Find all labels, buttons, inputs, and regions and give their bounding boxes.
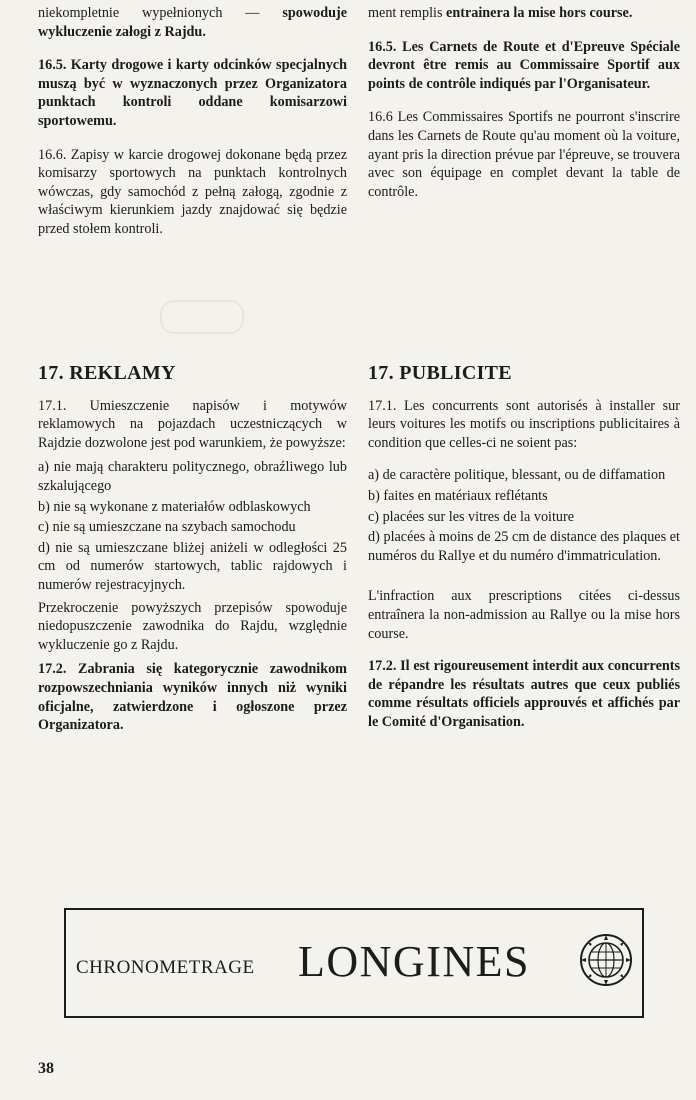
list-item-pl: b) nie są wykonane z materiałów odblaskowych	[38, 498, 311, 515]
chronometrage-label: CHRONOMETRAGE	[76, 957, 255, 978]
article-16-6-pl: 16.6. Zapisy w karcie drogowej dokonane będą przez komisarzy sportowych na punktach kontrolnych wówczas, gdy samochód z pełną załogą, zgodnie z właściwym kierunkiem jazdy znajdować się będzie przed stołem kontroli.	[38, 146, 347, 237]
list-item-fr: b) faites en matériaux reflétants	[368, 487, 548, 504]
intro-bold-pl: spowoduje wykluczenie załogi z Rajdu.	[38, 5, 347, 40]
penalty-paragraph-fr: L'infraction aux prescriptions citées ci-dessus entraînera la non-admission au Rallye ou la mise hors course.	[368, 588, 680, 642]
intro-text-fr: ment remplis	[368, 5, 447, 21]
article-17-2-pl: 17.2. Zabrania się kategorycznie zawodnikom rozpowszechniania wyników innych niż wyniki oficjalne, zatwierdzone i ogłoszone przez Organizatora.	[38, 661, 347, 734]
article-16-5-pl: 16.5. Karty drogowe i karty odcinków specjalnych muszą być w wyznaczonych przez Organizatora punktach kontroli oddane komisarzowi sportowemu.	[38, 57, 347, 129]
french-section-17	[368, 364, 680, 747]
intro-text-pl: niekompletnie wypełnionych —	[38, 5, 283, 21]
article-17-1-pl: 17.1. Umieszczenie napisów i motywów reklamowych na pojazdach uczestniczących w Rajdzie dozwolone jest pod warunkiem, że powyższe:	[38, 397, 347, 451]
longines-advertisement	[64, 908, 644, 1018]
page-number: 38	[38, 1060, 54, 1077]
intro-bold-fr: entrainera la mise hors course.	[446, 5, 633, 21]
list-item-pl: d) nie są umieszczane bliżej aniżeli w odległości 25 cm od numerów startowych, tablic rajdowych i numerów rejestracyjnych.	[38, 539, 347, 593]
list-item-pl: c) nie są umieszczane na szybach samochodu	[38, 519, 296, 536]
section-heading-fr: 17. PUBLICITE	[368, 362, 512, 384]
bleed-through-stamp	[160, 300, 244, 334]
article-16-6-fr: 16.6 Les Commissaires Sportifs ne pourront s'inscrire dans les Carnets de Route qu'au moment où la voiture, ayant pris la direction prévue par l'épreuve, se trouvera avec son équipage en complet devant la table de contrôle.	[368, 109, 680, 200]
polish-column	[38, 4, 347, 254]
penalty-paragraph-pl: Przekroczenie powyższych przepisów spowoduje niedopuszczenie zawodnika do Rajdu, względnie wykluczenie go z Rajdu.	[38, 599, 347, 653]
list-item-fr: a) de caractère politique, blessant, ou de diffamation	[368, 467, 666, 484]
french-column	[368, 4, 680, 216]
section-heading-pl: 17. REKLAMY	[38, 362, 176, 384]
polish-section-17	[38, 364, 347, 750]
intro-paragraph-pl	[38, 4, 347, 41]
list-item-fr: c) placées sur les vitres de la voiture	[368, 508, 575, 525]
list-item-fr: d) placées à moins de 25 cm de distance des plaques et numéros du Rallye et du numéro d'immatriculation.	[368, 529, 680, 564]
longines-wordmark: LONGINES	[298, 937, 530, 986]
intro-paragraph-fr	[368, 4, 680, 23]
article-16-5-fr: 16.5. Les Carnets de Route et d'Epreuve Spéciale devront être remis au Commissaire Sportif aux points de contrôle indiqués par l'Organisateur.	[368, 38, 680, 92]
list-item-pl: a) nie mają charakteru politycznego, obraźliwego lub szkalującego	[38, 459, 347, 494]
article-17-2-fr: 17.2. Il est rigoureusement interdit aux concurrents de répandre les résultats autres que ceux publiés comme résultats officiels approuvés et affichés par le Comité d'Organisation.	[368, 658, 680, 730]
longines-globe-icon	[579, 933, 633, 987]
article-17-1-fr: 17.1. Les concurrents sont autorisés à installer sur leurs voitures les motifs ou inscriptions publicitaires à condition que celles-ci ne soient pas:	[368, 397, 680, 451]
